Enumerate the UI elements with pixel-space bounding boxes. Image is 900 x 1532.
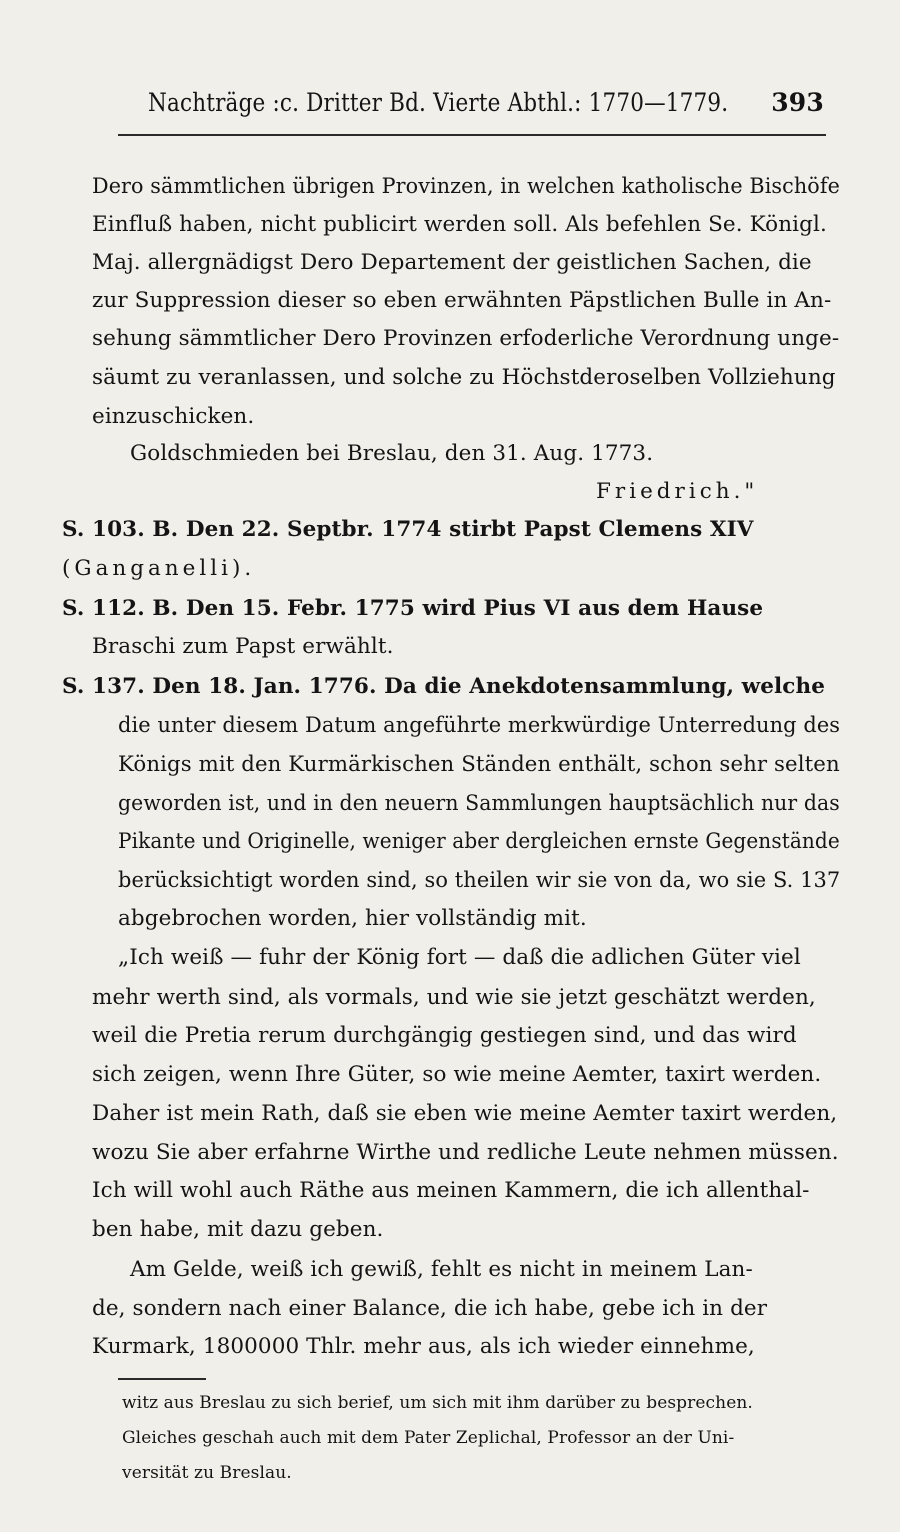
text-line: sehung sämmtlicher Dero Provinzen erfoderliche Verordnung unge- (92, 326, 840, 351)
running-title: Nachträge :c. Dritter Bd. Vierte Abthl.: 1770—1779. (148, 88, 729, 117)
signature: Friedrich." (596, 479, 759, 504)
text-line: sich zeigen, wenn Ihre Güter, so wie meine Aemter, taxirt werden. (92, 1062, 822, 1087)
page-number: 393 (771, 88, 824, 117)
dateline: Goldschmieden bei Breslau, den 31. Aug. 1773. (130, 441, 654, 466)
text-line: Dero sämmtlichen übrigen Provinzen, in welchen katholische Bischöfe (92, 174, 840, 199)
text-line: die unter diesem Datum angeführte merkwürdige Unterredung des (118, 713, 841, 738)
text-line: zur Suppression dieser so eben erwähnten Päpstlichen Bulle in An- (92, 288, 832, 313)
text-line: Ich will wohl auch Räthe aus meinen Kammern, die ich allenthal- (92, 1178, 810, 1203)
text-line: abgebrochen worden, hier vollständig mit. (118, 906, 587, 931)
text-line: de, sondern nach einer Balance, die ich habe, gebe ich in der (92, 1296, 768, 1321)
text-line: Braschi zum Papst erwählt. (92, 634, 394, 659)
running-header (148, 84, 824, 124)
text-line: „Ich weiß — fuhr der König fort — daß die adlichen Güter viel (118, 945, 801, 970)
text-line: ben habe, mit dazu geben. (92, 1217, 384, 1242)
entry-s103: S. 103. B. Den 22. Septbr. 1774 stirbt Papst Clemens XIV (62, 517, 754, 542)
text-line: Pikante und Originelle, weniger aber dergleichen ernste Gegenstände (118, 829, 840, 854)
text-line: Kurmark, 1800000 Thlr. mehr aus, als ich wieder einnehme, (92, 1334, 755, 1359)
text-line: weil die Pretia rerum durchgängig gestiegen sind, und das wird (92, 1023, 797, 1048)
text-line: mehr werth sind, als vormals, und wie sie jetzt geschätzt werden, (92, 985, 816, 1010)
footnote-line: witz aus Breslau zu sich berief, um sich mit ihm darüber zu besprechen. (122, 1393, 753, 1413)
footnote-line: Gleiches geschah auch mit dem Pater Zeplichal, Professor an der Uni- (122, 1428, 735, 1448)
text-line: (Ganganelli). (62, 556, 256, 581)
entry-s137: S. 137. Den 18. Jan. 1776. Da die Anekdotensammlung, welche (62, 674, 825, 699)
header-rule (118, 134, 826, 136)
entry-s112: S. 112. B. Den 15. Febr. 1775 wird Pius VI aus dem Hause (62, 596, 764, 621)
text-line: Einfluß haben, nicht publicirt werden soll. Als befehlen Se. Königl. (92, 212, 827, 237)
text-line: Am Gelde, weiß ich gewiß, fehlt es nicht in meinem Lan- (130, 1257, 753, 1282)
text-line: berücksichtigt worden sind, so theilen wir sie von da, wo sie S. 137 (118, 868, 841, 893)
text-line: geworden ist, und in den neuern Sammlungen hauptsächlich nur das (118, 791, 840, 816)
text-line: Königs mit den Kurmärkischen Ständen enthält, schon sehr selten (118, 752, 840, 777)
text-line: Maj. allergnädigst Dero Departement der geistlichen Sachen, die (92, 250, 812, 275)
footnote-line: versität zu Breslau. (122, 1463, 292, 1483)
text-line: wozu Sie aber erfahrne Wirthe und redliche Leute nehmen müssen. (92, 1140, 839, 1165)
text-line: einzuschicken. (92, 404, 255, 429)
text-line: säumt zu veranlassen, und solche zu Höchstderoselben Vollziehung (92, 365, 836, 390)
footnote-rule (118, 1378, 206, 1380)
text-line: Daher ist mein Rath, daß sie eben wie meine Aemter taxirt werden, (92, 1101, 838, 1126)
